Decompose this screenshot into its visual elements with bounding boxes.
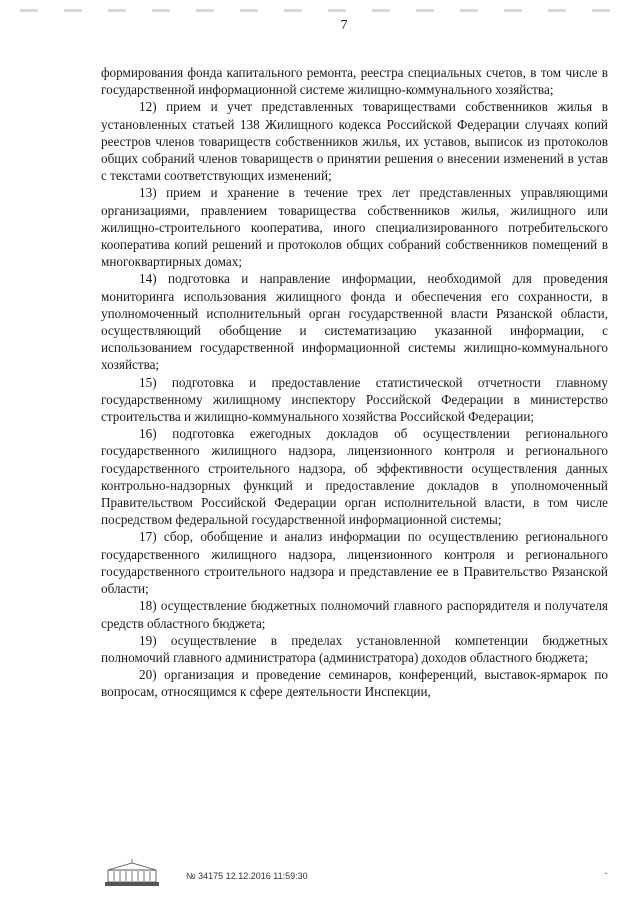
list-item-18: 18) осуществление бюджетных полномочий главного распорядителя и получателя средств областного бюджета; [101, 598, 608, 631]
list-item-16: 16) подготовка ежегодных докладов об осуществлении регионального государственного жилищного надзора, лицензионного контроля и регионального государственного строительного надзора, об эффективности осуществления данных контрольно-надзорных функций и предоставление докладов в уполномоченный Правительством Российской Федерации орган исполнительной власти, в том числе посредством федеральной государственной информационной системы; [101, 426, 608, 528]
list-item-15: 15) подготовка и предоставление статистической отчетности главному государственному жилищному инспектору Российской Федерации в министерство строительства и жилищно-коммунального хозяйства Российской Федерации; [101, 374, 608, 425]
list-item-20: 20) организация и проведение семинаров, конференций, выставок-ярмарок по вопросам, относящимся к сфере деятельности Инспекции, [101, 667, 608, 700]
paragraph-continuation: формирования фонда капитального ремонта, реестра специальных счетов, в том числе в государственной информационной системе жилищно-коммунального хозяйства; [101, 65, 608, 98]
list-item-17: 17) сбор, обобщение и анализ информации по осуществлению регионального государственного жилищного надзора, лицензионного контроля и регионального государственного строительного надзора и представление ее в Правительство Рязанской области; [101, 529, 608, 597]
building-stamp-icon [102, 858, 162, 888]
list-item-19: 19) осуществление в пределах установленной компетенции бюджетных полномочий главного администратора (администратора) доходов областного бюджета; [101, 632, 608, 665]
scan-mark: ˇ [604, 871, 608, 883]
page-number: 7 [340, 18, 348, 33]
document-footer [102, 858, 532, 888]
list-item-13: 13) прием и хранение в течение трех лет представленных управляющими организациями, правлением товарищества собственников жилья, жилищного или жилищно-строительного кооператива, иного специализированного потребительского кооператива копий решений и протоколов общих собраний собственников помещений в многоквартирных домах; [101, 185, 608, 270]
document-registration-number: № 34175 12.12.2016 11:59:30 [186, 871, 308, 881]
scan-artifacts [20, 9, 620, 12]
document-body [101, 64, 608, 701]
list-item-14: 14) подготовка и направление информации, необходимой для проведения мониторинга использования жилищного фонда и обеспечения его сохранности, в уполномоченный исполнительный орган государственной власти Рязанской области, осуществляющий обобщение и систематизацию указанной информации, с использованием государственной информационной системы жилищно-коммунального хозяйства; [101, 271, 608, 373]
list-item-12: 12) прием и учет представленных товариществами собственников жилья в установленных статьей 138 Жилищного кодекса Российской Федерации случаях копий реестров членов товариществ собственников жилья, их уставов, выписок из протоколов общих собраний членов товариществ о принятии решения о внесении изменений в устав с текстами соответствующих изменений; [101, 99, 608, 184]
